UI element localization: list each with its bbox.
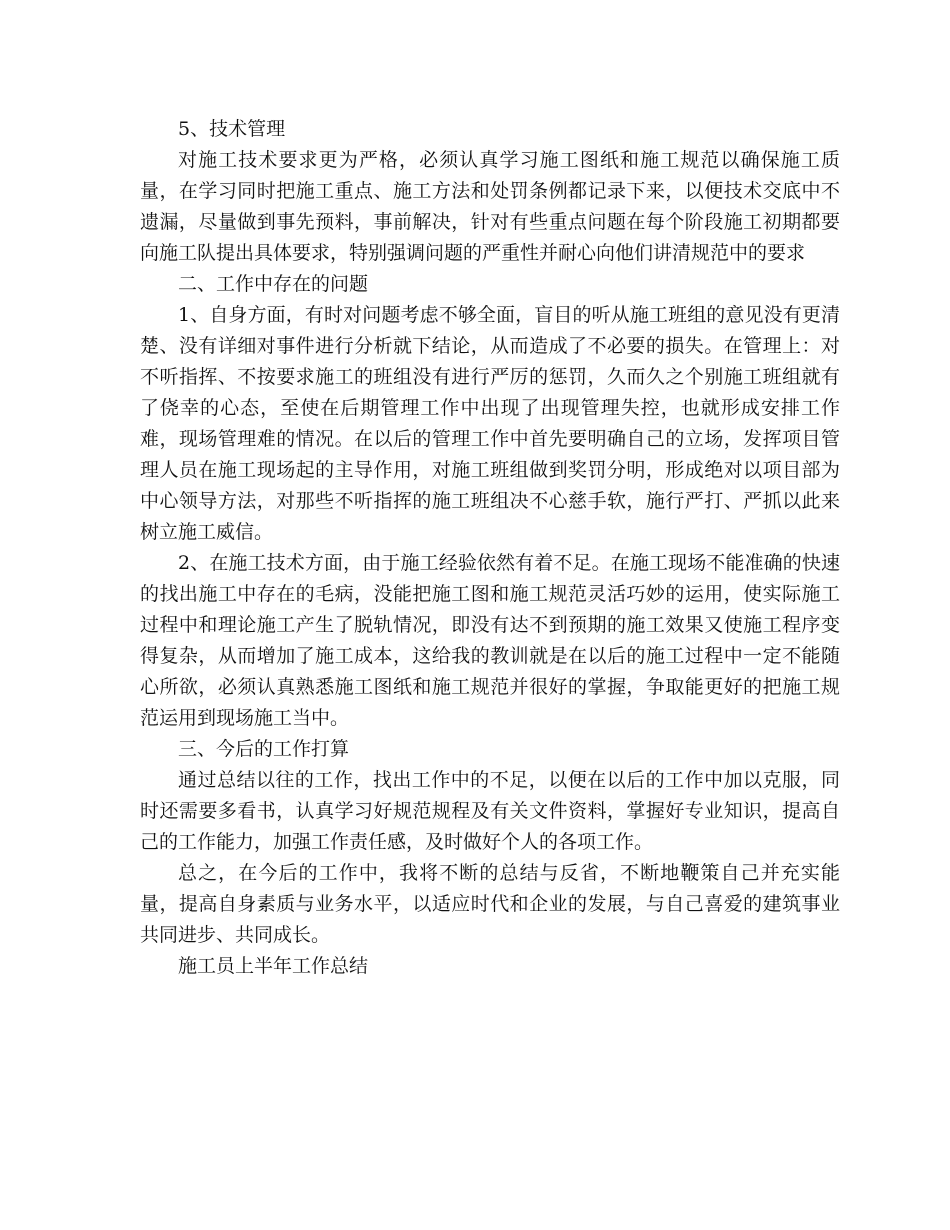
document-title-footer: 施工员上半年工作总结: [178, 955, 369, 977]
paragraph-self-aspect: 1、自身方面，有时对问题考虑不够全面，盲目的听从施工班组的意见没有更清楚、没有详细对事件进行分析就下结论，从而造成了不必要的损失。在管理上：对不听指挥、不按要求施工的班组没有进行严厉的惩罚，久而久之个别施工班组就有了侥幸的心态，至使在后期管理工作中出现了出现管理失控，也就形成安排工作难，现场管理难的情况。在以后的管理工作中首先要明确自己的立场，发挥项目管理人员在施工现场起的主导作用，对施工班组做到奖罚分明，形成绝对以项目部为中心领导方法，对那些不听指挥的施工班组决不心慈手软，施行严打、严抓以此来树立施工威信。: [140, 304, 840, 543]
paragraph-conclusion: 总之，在今后的工作中，我将不断的总结与反省，不断地鞭策自己并充实能量，提高自身素质与业务水平，以适应时代和企业的发展，与自己喜爱的建筑事业共同进步、共同成长。: [140, 862, 840, 946]
paragraph-technical-management: 对施工技术要求更为严格，必须认真学习施工图纸和施工规范以确保施工质量，在学习同时把施工重点、施工方法和处罚条例都记录下来，以便技术交底中不遗漏，尽量做到事先预料，事前解决，针对有些重点问题在每个阶段施工初期都要向施工队提出具体要求，特别强调问题的严重性并耐心向他们讲清规范中的要求: [140, 149, 840, 264]
document-body: [140, 114, 840, 982]
paragraph-construction-technology: 2、在施工技术方面，由于施工经验依然有着不足。在施工现场不能准确的快速的找出施工中存在的毛病，没能把施工图和施工规范灵活巧妙的运用，使实际施工过程中和理论施工产生了脱轨情况，即没有达不到预期的施工效果又使施工程序变得复杂，从而增加了施工成本，这给我的教训就是在以后的施工过程中一定不能随心所欲，必须认真熟悉施工图纸和施工规范并很好的掌握，争取能更好的把施工规范运用到现场施工当中。: [140, 552, 840, 729]
section-heading-problems: 二、工作中存在的问题: [178, 273, 369, 295]
section-heading-future-plans: 三、今后的工作打算: [178, 738, 350, 760]
paragraph-future-plans: 通过总结以往的工作，找出工作中的不足，以便在以后的工作中加以克服，同时还需要多看书，认真学习好规范规程及有关文件资料，掌握好专业知识，提高自己的工作能力，加强工作责任感，及时做好个人的各项工作。: [140, 769, 840, 853]
section-heading-technical-management: 5、技术管理: [178, 118, 286, 140]
